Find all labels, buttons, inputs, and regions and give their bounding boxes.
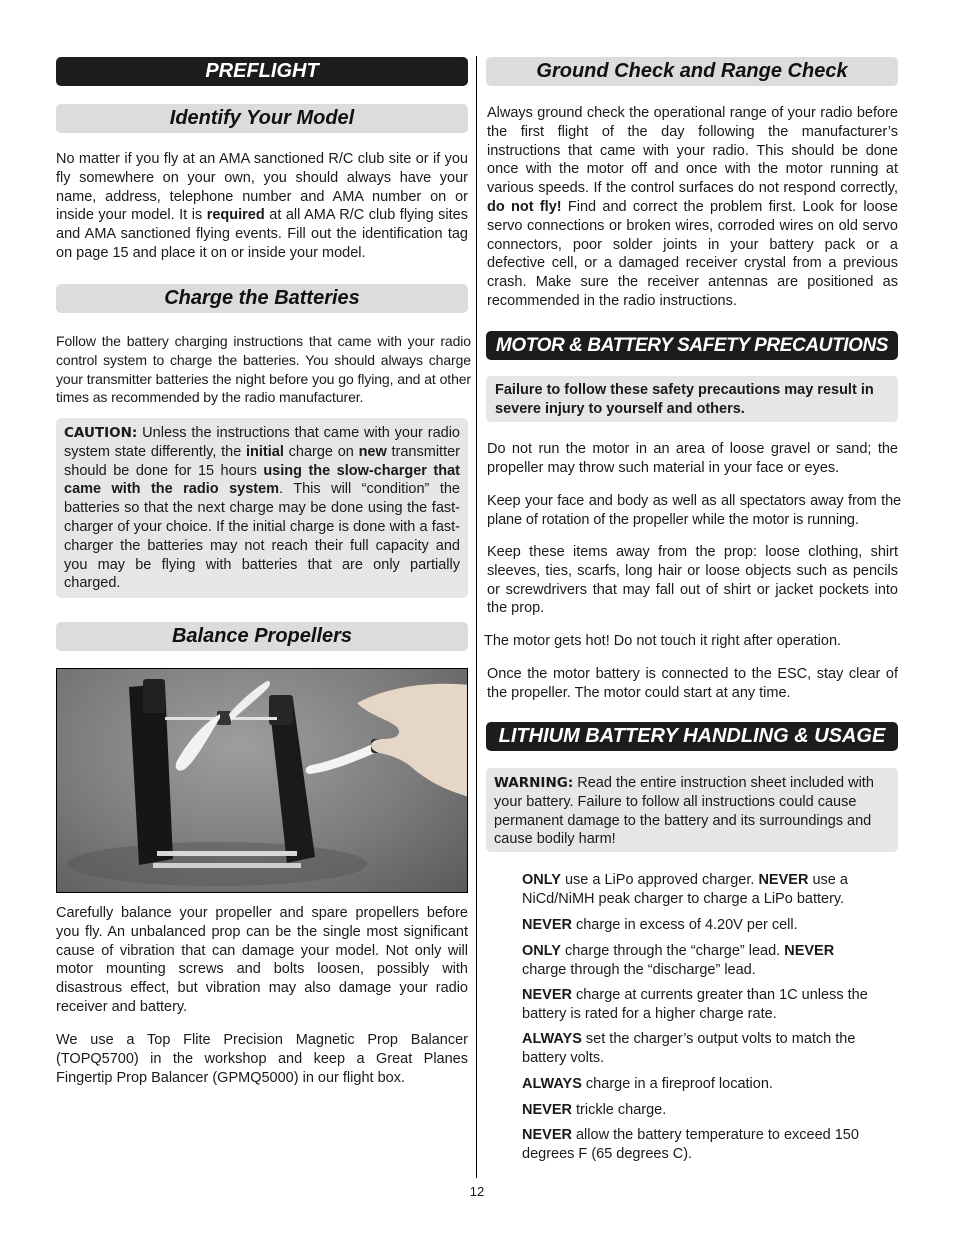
column-divider [476,56,477,1178]
motor-safety-header-text: MOTOR & BATTERY SAFETY PRECAUTIONS [495,335,889,356]
lithium-warning-box: WARNING: Read the entire instruction sheet included with your battery. Failure to follow all instructions could cause permanent damage to the battery and its surroundings and cause bodily harm! [486,768,898,852]
lithium-rule-8: NEVER allow the battery temperature to exceed 150 degrees F (65 degrees C). [522,1127,859,1162]
motor-safety-warning-box [486,376,898,422]
preflight-header-text: PREFLIGHT [205,60,319,82]
lithium-rule-7: NEVER trickle charge. [522,1102,667,1118]
caution-label: CAUTION: [64,425,138,441]
motor-safety-header [486,331,898,360]
prop-balancer-photo [56,668,468,893]
warning-label: WARNING: [494,775,574,791]
charge-batteries-header [56,284,468,313]
charge-batteries-header-text: Charge the Batteries [164,287,360,309]
balance-propellers-paragraph-2: We use a Top Flite Precision Magnetic Prop Balancer (TOPQ5700) in the workshop and keep a Great Planes Fingertip Prop Balancer (GPMQ5000) in our flight box. [56,1032,468,1086]
ground-check-header-text: Ground Check and Range Check [536,60,848,82]
charge-batteries-paragraph: Follow the battery charging instructions that came with your radio control system to charge the batteries. You should always charge your transmitter batteries the night before you go flying, and at other times as recommended by the radio manufacturer. [56,333,471,406]
lithium-rule-4: NEVER charge at currents greater than 1C unless the battery is rated for a higher charge rate. [522,987,868,1022]
ground-check-header [486,57,898,86]
prop-balancer-illustration [57,669,468,893]
motor-safety-warning-text: Failure to follow these safety precautions may result in severe injury to yourself and others. [495,382,874,417]
lithium-rule-3: ONLY charge through the “charge” lead. NEVER charge through the “discharge” lead. [522,943,835,978]
page-number: 12 [469,1184,485,1199]
balance-propellers-header [56,622,468,651]
motor-precaution-1: Do not run the motor in an area of loose gravel or sand; the propeller may throw such material in your face or eyes. [487,441,898,476]
identify-model-header-text: Identify Your Model [169,107,355,129]
lithium-rule-5: ALWAYS set the charger’s output volts to match the battery volts. [522,1031,856,1066]
identify-model-header [56,104,468,133]
motor-precaution-5: Once the motor battery is connected to the ESC, stay clear of the propeller. The motor could start at any time. [487,666,898,701]
lithium-battery-header [486,722,898,751]
motor-precaution-2: Keep your face and body as well as all spectators away from the plane of rotation of the propeller while the motor is running. [487,493,901,528]
ground-check-paragraph: Always ground check the operational range of your radio before the first flight of the day following the manufacturer’s instructions that came with your radio. This should be done once with the motor off and once with the motor running at various speeds. If the control surfaces do not respond correctly, do not fly! Find and correct the problem first. Look for loose servo connections or broken wires, corroded wires on old servo connectors, poor solder joints in your battery pack or a defective cell, or a damaged receiver crystal from a previous crash. Make sure the receiver antennas are positioned as recommended in the radio instructions. [487,105,898,309]
motor-precaution-3: Keep these items away from the prop: loose clothing, shirt sleeves, ties, scarfs, long hair or loose objects such as pencils or screwdrivers that may fall out of shirt or jacket pockets into the prop. [487,544,898,617]
lithium-rule-6: ALWAYS charge in a fireproof location. [522,1076,773,1092]
identify-model-paragraph: No matter if you fly at an AMA sanctioned R/C club site or if you fly somewhere on your own, you should always have your name, address, telephone number and AMA number on or inside your model. It is required at all AMA R/C club flying sites and AMA sanctioned flying events. Fill out the identification tag on page 15 and place it on or inside your model. [56,151,468,261]
balance-propellers-header-text: Balance Propellers [171,625,353,647]
preflight-header [56,57,468,86]
lithium-rule-2: NEVER charge in excess of 4.20V per cell. [522,917,798,933]
balance-propellers-paragraph-1: Carefully balance your propeller and spare propellers before you fly. An unbalanced prop can be the single most significant cause of vibration that can damage your model. Not only will motor mounting screws and bolts loosen, possibly with disastrous effect, but vibration may also damage your radio receiver and battery. [56,905,468,1015]
motor-precaution-4: The motor gets hot! Do not touch it right after operation. [484,633,842,649]
lithium-battery-header-text: LITHIUM BATTERY HANDLING & USAGE [498,725,886,747]
lithium-rule-1: ONLY use a LiPo approved charger. NEVER use a NiCd/NiMH peak charger to charge a LiPo battery. [522,872,848,907]
caution-box: CAUTION: Unless the instructions that came with your radio system state differently, the initial charge on new transmitter should be done for 15 hours using the slow-charger that came with the radio system. This will “condition” the batteries so that the next charge may be done using the fast-charger of your choice. If the initial charge is done with a fast-charger the batteries may not reach their full capacity and you may be flying with batteries that are only partially charged. [56,418,468,598]
